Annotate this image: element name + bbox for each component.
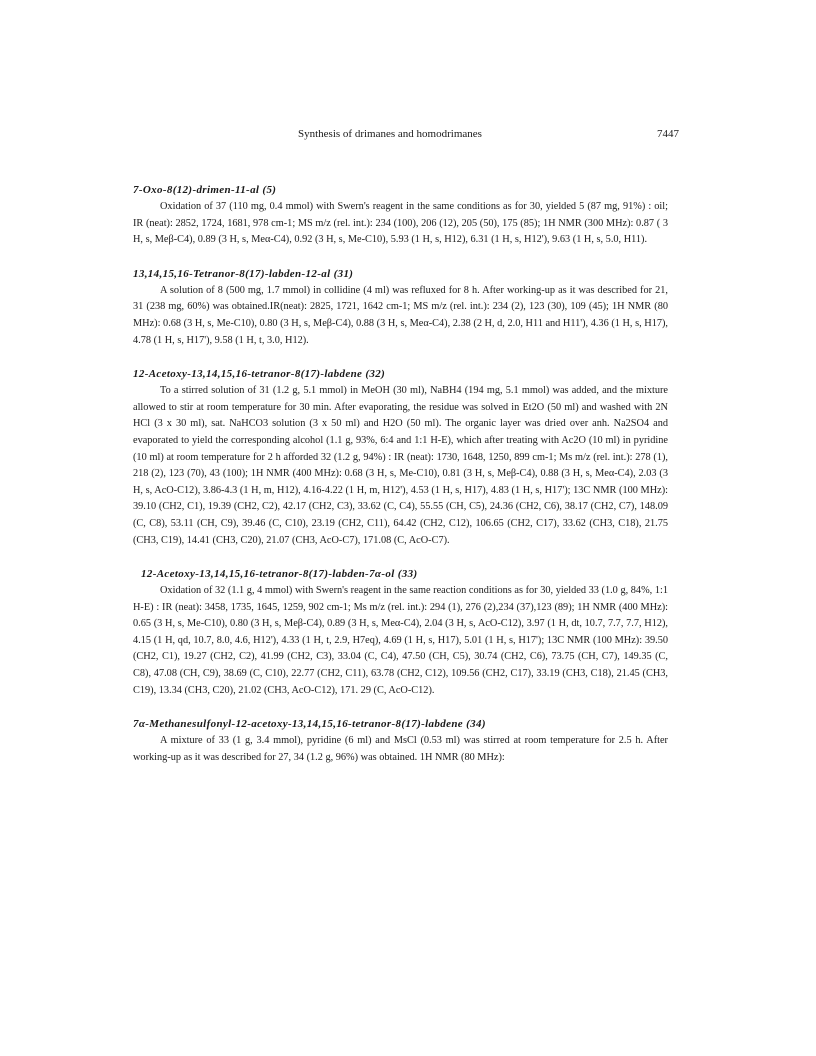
compound-section-33 bbox=[133, 566, 668, 699]
compound-procedure: Oxidation of 32 (1.1 g, 4 mmol) with Swern's reagent in the same reaction conditions as for 30, yielded 33 (1.0 g, 84%, 1:1 H-E) : IR (neat): 3458, 1735, 1645, 1259, 902 cm-1; Ms m/z (rel. int.): 294 (1), 276 (2),234 (37),123 (89); 1H NMR (400 MHz): 0.65 (3 H, s, Me-C10), 0.80 (3 H, s, Meβ-C4), 0.89 (3 H, s, Meα-C4), 2.04 (3 H, s, AcO-C12), 3.97 (1 H, dt, 10.7, 7.7, 7.7, H12), 4.15 (1 H, qd, 10.7, 8.0, 4.6, H12'), 4.33 (1 H, t, 2.9, H7eq), 4.69 (1 H, s, H17), 5.01 (1 H, s, H17'); 13C NMR (100 MHz): 39.50 (CH2, C1), 19.27 (CH2, C2), 41.99 (CH2, C3), 33.04 (C, C4), 47.50 (CH, C5), 30.74 (CH2, C6), 73.75 (CH, C7), 149.35 (C, C8), 47.08 (CH, C9), 38.69 (C, C10), 22.77 (CH2, C11), 63.78 (CH2, C12), 109.56 (CH2, C17), 33.19 (CH3, C18), 21.45 (CH3, C19), 13.34 (CH3, C20), 21.02 (CH3, AcO-C12), 171. 29 (C, AcO-C12). bbox=[133, 585, 668, 696]
article-body bbox=[133, 182, 668, 783]
compound-heading: 12-Acetoxy-13,14,15,16-tetranor-8(17)-labdene (32) bbox=[133, 368, 386, 381]
compound-heading: 7α-Methanesulfonyl-12-acetoxy-13,14,15,16-tetranor-8(17)-labdene (34) bbox=[133, 718, 486, 731]
compound-procedure: A mixture of 33 (1 g, 3.4 mmol), pyridine (6 ml) and MsCl (0.53 ml) was stirred at room temperature for 2.5 h. After working-up as it was described for 27, 34 (1.2 g, 96%) was obtained. 1H NMR (80 MHz): bbox=[133, 735, 668, 763]
compound-heading: 12-Acetoxy-13,14,15,16-tetranor-8(17)-labden-7α-ol (33) bbox=[141, 568, 418, 581]
page-header bbox=[0, 128, 816, 144]
compound-procedure: Oxidation of 37 (110 mg, 0.4 mmol) with Swern's reagent in the same conditions as for 30, yielded 5 (87 mg, 91%) : oil; IR (neat): 2852, 1724, 1681, 978 cm-1; MS m/z (rel. int.): 234 (100), 206 (12), 205 (50), 175 (85); 1H NMR (300 MHz): 0.87 ( 3 H, s, Meβ-C4), 0.89 (3 H, s, Meα-C4), 0.92 (3 H, s, Me-C10), 5.93 (1 H, s, H12), 6.31 (1 H, s, H12'), 9.63 (1 H, s, 5.0, H11). bbox=[133, 201, 668, 246]
compound-section-34 bbox=[133, 716, 668, 766]
page-number: 7447 bbox=[657, 128, 679, 140]
compound-heading: 13,14,15,16-Tetranor-8(17)-labden-12-al (31) bbox=[133, 267, 354, 280]
compound-section-31 bbox=[133, 266, 668, 349]
running-title: Synthesis of drimanes and homodrimanes bbox=[298, 128, 482, 140]
compound-procedure: To a stirred solution of 31 (1.2 g, 5.1 mmol) in MeOH (30 ml), NaBH4 (194 mg, 5.1 mmol) was added, and the mixture allowed to stir at room temperature for 30 min. After evaporating, the residue was solved in Et2O (50 ml) and washed with 2N HCl (3 x 30 ml), sat. NaHCO3 solution (3 x 50 ml) and H2O (50 ml). The organic layer was dried over anh. Na2SO4 and evaporated to yield the corresponding alcohol (1.1 g, 93%, 6:4 and 1:1 H-E), which after treating with Ac2O (10 ml) in pyridine (10 ml) at room temperature for 2 h afforded 32 (1.2 g, 94%) : IR (neat): 1730, 1648, 1250, 899 cm-1; Ms m/z (rel. int.): 278 (1), 218 (2), 123 (70), 43 (100); 1H NMR (400 MHz): 0.68 (3 H, s, Me-C10), 0.81 (3 H, s, Meβ-C4), 0.88 (3 H, s, Meα-C4), 2.03 (3 H, s, AcO-C12), 3.86-4.3 (1 H, m, H12), 4.16-4.22 (1 H, m, H12'), 4.53 (1 H, s, H17), 4.83 (1 H, s, H17'); 13C NMR (100 MHz): 39.10 (CH2, C1), 19.39 (CH2, C2), 42.17 (CH2, C3), 33.62 (C, C4), 55.55 (CH, C5), 24.36 (CH2, C6), 38.17 (CH2, C7), 148.09 (C, C8), 53.11 (CH, C9), 39.46 (C, C10), 23.19 (CH2, C11), 64.42 (CH2, C12), 106.65 (CH2, C17), 33.62 (CH3, C18), 21.75 (CH3, C19), 14.41 (CH3, C20), 21.07 (CH3, AcO-C7), 171.08 (C, AcO-C7). bbox=[133, 385, 668, 546]
compound-procedure: A solution of 8 (500 mg, 1.7 mmol) in collidine (4 ml) was refluxed for 8 h. After working-up as it was described for 21, 31 (238 mg, 60%) was obtained.IR(neat): 2825, 1721, 1642 cm-1; MS m/z (rel. int.): 234 (2), 123 (30), 109 (45); 1H NMR (80 MHz): 0.68 (3 H, s, Me-C10), 0.80 (3 H, s, Meβ-C4), 0.88 (3 H, s, Meα-C4), 2.38 (2 H, d, 2.0, H11 and H11'), 4.36 (1 H, s, H17), 4.78 (1 H, s, H17'), 9.58 (1 H, t, 3.0, H12). bbox=[133, 284, 668, 346]
compound-section-5 bbox=[133, 182, 668, 249]
compound-heading: 7-Oxo-8(12)-drimen-11-al (5) bbox=[133, 184, 277, 196]
compound-section-32 bbox=[133, 366, 668, 549]
